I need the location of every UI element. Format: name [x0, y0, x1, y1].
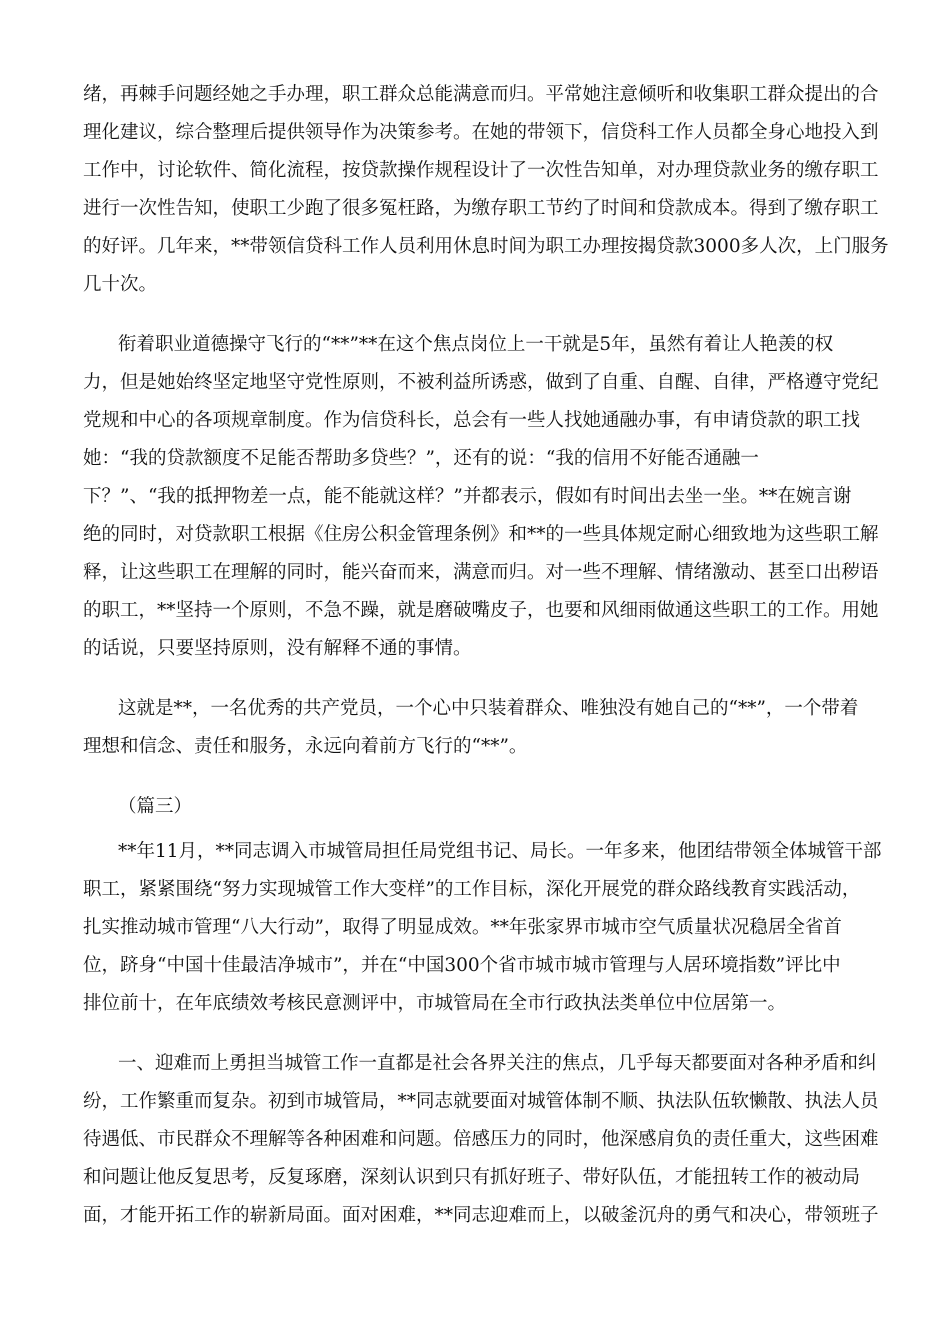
- text-line: 绝的同时，对贷款职工根据《住房公积金管理条例》和**的一些具体规定耐心细致地为这些职工解: [83, 524, 879, 545]
- text-line: 的职工，**坚持一个原则，不急不躁，就是磨破嘴皮子，也要和风细雨做通这些职工的工作。用她: [83, 600, 879, 621]
- text-line: 下？”、“我的抵押物差一点，能不能就这样？”并都表示，假如有时间出去坐一坐。**在婉言谢: [83, 486, 852, 507]
- text-line: 的话说，只要坚持原则，没有解释不通的事情。: [83, 638, 472, 659]
- text-line: 职工，紧紧围绕“努力实现城管工作大变样”的工作目标，深化开展党的群众路线教育实践活动，: [83, 879, 861, 900]
- text-line: 她：“我的贷款额度不足能否帮助多贷些？”，还有的说：“我的信用不好能否通融一: [83, 448, 759, 469]
- text-line: 位，跻身“中国十佳最洁净城市”，并在“中国300个省市城市城市管理与人居环境指数”评比中: [83, 955, 841, 976]
- text-line: 释，让这些职工在理解的同时，能兴奋而来，满意而归。对一些不理解、情绪激动、甚至口出秽语: [83, 562, 879, 583]
- section-heading: （篇三）: [118, 796, 193, 817]
- text-line: 的好评。几年来，**带领信贷科工作人员利用休息时间为职工办理按揭贷款3000多人次，上门服务: [83, 236, 889, 257]
- text-line: 排位前十，在年底绩效考核民意测评中，市城管局在全市行政执法类单位中位居第一。: [83, 993, 787, 1014]
- text-line: 绪，再棘手问题经她之手办理，职工群众总能满意而归。平常她注意倾听和收集职工群众提出的合: [83, 84, 879, 105]
- text-line: 进行一次性告知，使职工少跑了很多冤枉路，为缴存职工节约了时间和贷款成本。得到了缴存职工: [83, 198, 879, 219]
- text-line: 一、迎难而上勇担当城管工作一直都是社会各界关注的焦点，几乎每天都要面对各种矛盾和纠: [118, 1053, 877, 1074]
- text-line: 工作中，讨论软件、简化流程，按贷款操作规程设计了一次性告知单，对办理贷款业务的缴存职工: [83, 160, 879, 181]
- text-line: 理化建议，综合整理后提供领导作为决策参考。在她的带领下，信贷科工作人员都全身心地投入到: [83, 122, 879, 143]
- text-line: 这就是**，一名优秀的共产党员，一个心中只装着群众、唯独没有她自己的“**”，一个带着: [118, 698, 859, 719]
- text-line: 待遇低、市民群众不理解等各种困难和问题。倍感压力的同时，他深感肩负的责任重大，这些困难: [83, 1129, 879, 1150]
- text-line: 和问题让他反复思考，反复琢磨，深刻认识到只有抓好班子、带好队伍，才能扭转工作的被动局: [83, 1167, 861, 1188]
- text-line: 纷，工作繁重而复杂。初到市城管局，**同志就要面对城管体制不顺、执法队伍软懒散、执法人员: [83, 1091, 879, 1112]
- text-line: 力，但是她始终坚定地坚守党性原则，不被利益所诱惑，做到了自重、自醒、自律，严格遵守党纪: [83, 372, 879, 393]
- text-line: 衔着职业道德操守飞行的“**”**在这个焦点岗位上一干就是5年，虽然有着让人艳羡的权: [118, 334, 834, 355]
- text-line: 面，才能开拓工作的崭新局面。面对困难，**同志迎难而上，以破釜沉舟的勇气和决心，带领班子: [83, 1205, 879, 1226]
- text-line: 党规和中心的各项规章制度。作为信贷科长，总会有一些人找她通融办事，有申请贷款的职工找: [83, 410, 861, 431]
- text-line: **年11月，**同志调入市城管局担任局党组书记、局长。一年多来，他团结带领全体城管干部: [118, 841, 882, 862]
- text-line: 扎实推动城市管理“八大行动”，取得了明显成效。**年张家界市城市空气质量状况稳居全省首: [83, 917, 842, 938]
- text-line: 几十次。: [83, 274, 158, 295]
- text-line: 理想和信念、责任和服务，永远向着前方飞行的“**”。: [83, 736, 528, 757]
